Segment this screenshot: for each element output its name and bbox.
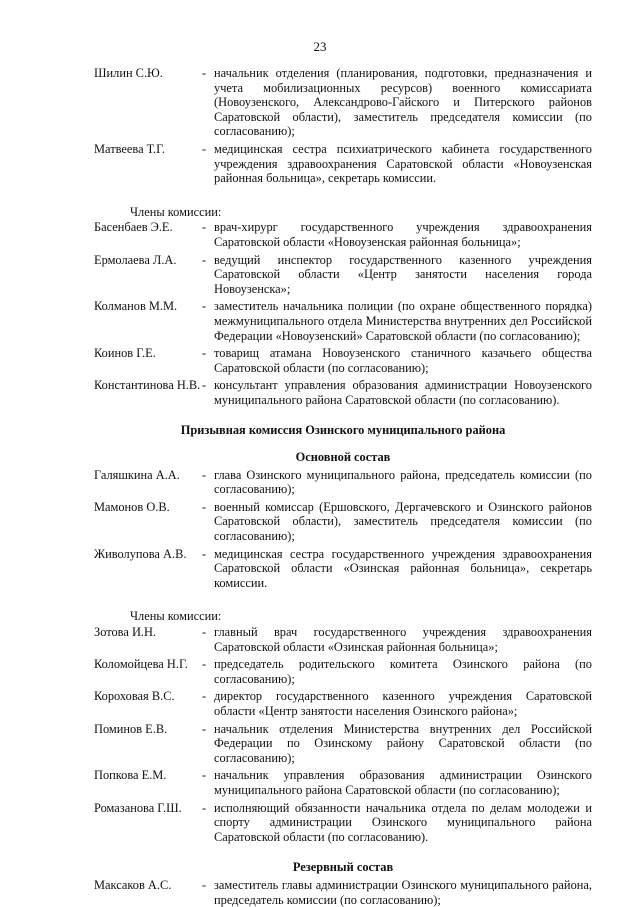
member-name: Ермолаева Л.А.: [94, 252, 177, 267]
dash-marker: -: [202, 689, 207, 704]
dash-marker: -: [202, 625, 207, 639]
member-role: [202, 547, 592, 591]
member-row: [94, 66, 592, 139]
dash-marker: -: [202, 220, 207, 235]
member-row: [94, 299, 592, 343]
member-role: [202, 468, 592, 497]
member-name: Живолупова А.В.: [94, 546, 187, 561]
dash-marker: -: [202, 800, 207, 815]
member-row: [94, 142, 592, 186]
members-label-2: Члены комиссии:: [130, 609, 222, 624]
member-role-text: начальник отделения Министерства внутренних дел Российской Федерации по Озинскому району Саратовской области (по согласованию);: [214, 721, 592, 765]
members-label-1: Члены комиссии:: [130, 204, 222, 219]
member-role-text: заместитель начальника полиции (по охране общественного порядка) межмуниципального отдела Министерства внутренних дел Российской Федерации «Новоузенский» Саратовской области (по согласованию);: [214, 299, 592, 343]
member-role: [202, 66, 592, 139]
member-name: Короховая В.С.: [94, 689, 175, 704]
reserve-composition-heading: Резервный состав: [292, 860, 394, 875]
member-role-text: директор государственного казенного учреждения Саратовской области «Центр занятости населения Озинского района»;: [214, 689, 592, 718]
member-name: Константинова Н.В.: [94, 378, 201, 393]
member-role: [202, 346, 592, 375]
member-row: [94, 801, 592, 845]
member-role-text: ведущий инспектор государственного казенного учреждения Саратовской области «Центр занятости населения города Новоузенска»;: [214, 252, 592, 296]
dash-marker: -: [202, 467, 207, 482]
member-role: [202, 801, 592, 845]
member-name: Поминов Е.В.: [94, 721, 168, 736]
dash-marker: -: [202, 721, 207, 736]
dash-marker: -: [202, 378, 207, 393]
member-name: Мамонов О.В.: [94, 499, 170, 514]
member-row: [94, 689, 592, 718]
commission-heading: Призывная комиссия Озинского муниципального района: [180, 423, 506, 438]
member-role-text: медицинская сестра государственного учреждения здравоохранения Саратовской области «Озинская районная больница», секретарь комиссии.: [214, 546, 592, 590]
member-role: [202, 500, 592, 544]
member-role: [202, 722, 592, 766]
dash-marker: -: [202, 877, 207, 892]
member-row: [94, 378, 592, 407]
member-role-text: глава Озинского муниципального района, председатель комиссии (по согласованию);: [214, 467, 592, 497]
member-role: [202, 253, 592, 297]
member-role-text: заместитель главы администрации Озинского муниципального района, председатель комиссии (по согласованию);: [214, 877, 592, 907]
member-row: [94, 722, 592, 766]
member-role-text: врач-хирург государственного учреждения здравоохранения Саратовской области «Новоузенская районная больница»;: [214, 220, 592, 249]
member-role-text: медицинская сестра психиатрического кабинета государственного учреждения здравоохранения Саратовской области «Новоузенская районная больница», секретарь комиссии.: [214, 141, 592, 186]
member-name: Коинов Г.Е.: [94, 346, 156, 361]
member-row: [94, 625, 592, 654]
dash-marker: -: [202, 141, 207, 156]
member-role: [202, 299, 592, 343]
member-role-text: председатель родительского комитета Озинского района (по согласованию);: [214, 657, 592, 686]
member-role-text: консультант управления образования администрации Новоузенского муниципального района Саратовской области (по согласованию).: [214, 378, 592, 407]
member-role: [202, 878, 592, 907]
member-role-text: начальник управления образования администрации Озинского муниципального района Саратовской области (по согласованию);: [214, 768, 592, 797]
group-main: [94, 468, 592, 591]
member-name: Басенбаев Э.Е.: [94, 220, 173, 235]
member-name: Максаков А.С.: [94, 877, 172, 892]
dash-marker: -: [202, 499, 207, 514]
member-name: Коломойцева Н.Г.: [94, 657, 188, 672]
group-top: [94, 66, 592, 186]
main-composition-heading: Основной состав: [295, 450, 391, 465]
member-role: [202, 768, 592, 797]
page-number: 23: [313, 39, 327, 54]
member-row: [94, 768, 592, 797]
member-row: [94, 657, 592, 686]
document-body: [94, 66, 592, 907]
member-role: [202, 657, 592, 686]
member-name: Галяшкина А.А.: [94, 467, 180, 482]
member-name: Попкова Е.М.: [94, 768, 167, 783]
dash-marker: -: [202, 66, 207, 80]
member-role-text: главный врач государственного учреждения здравоохранения Саратовской области «Озинская районная больница»;: [214, 625, 592, 654]
member-role-text: военный комиссар (Ершовского, Дергачевского и Озинского районов Саратовской области), заместитель председателя комиссии (по согласованию);: [214, 499, 592, 544]
dash-marker: -: [202, 657, 207, 672]
group-reserve: [94, 878, 592, 907]
group-members-2: [94, 625, 592, 844]
member-row: [94, 468, 592, 497]
dash-marker: -: [202, 346, 207, 361]
member-row: [94, 878, 592, 907]
member-role-text: товарищ атамана Новоузенского станичного казачьего общества Саратовской области (по согласованию);: [214, 346, 592, 375]
dash-marker: -: [202, 252, 207, 267]
member-role: [202, 142, 592, 186]
member-name: Зотова И.Н.: [94, 625, 157, 639]
member-name: Ромазанова Г.Ш.: [94, 800, 182, 815]
member-row: [94, 346, 592, 375]
member-row: [94, 220, 592, 249]
member-row: [94, 253, 592, 297]
member-row: [94, 500, 592, 544]
member-role-text: исполняющий обязанности начальника отдела по делам молодежи и спорту администрации Озинского муниципального района Саратовской области (по согласованию).: [214, 800, 592, 844]
dash-marker: -: [202, 768, 207, 783]
dash-marker: -: [202, 546, 207, 561]
member-role-text: начальник отделения (планирования, подготовки, предназначения и учета мобилизационных ресурсов) военного комиссариата (Новоузенского, Александрово-Гайского и Питерского районов Саратовской области), заместитель председателя комиссии (по согласованию);: [214, 66, 592, 139]
member-name: Матвеева Т.Г.: [94, 141, 165, 156]
member-role: [202, 220, 592, 249]
member-row: [94, 547, 592, 591]
member-name: Шилин С.Ю.: [94, 66, 163, 80]
group-members-1: [94, 220, 592, 407]
member-name: Колманов М.М.: [94, 299, 178, 314]
dash-marker: -: [202, 299, 207, 314]
member-role: [202, 689, 592, 718]
member-role: [202, 625, 592, 654]
member-role: [202, 378, 592, 407]
